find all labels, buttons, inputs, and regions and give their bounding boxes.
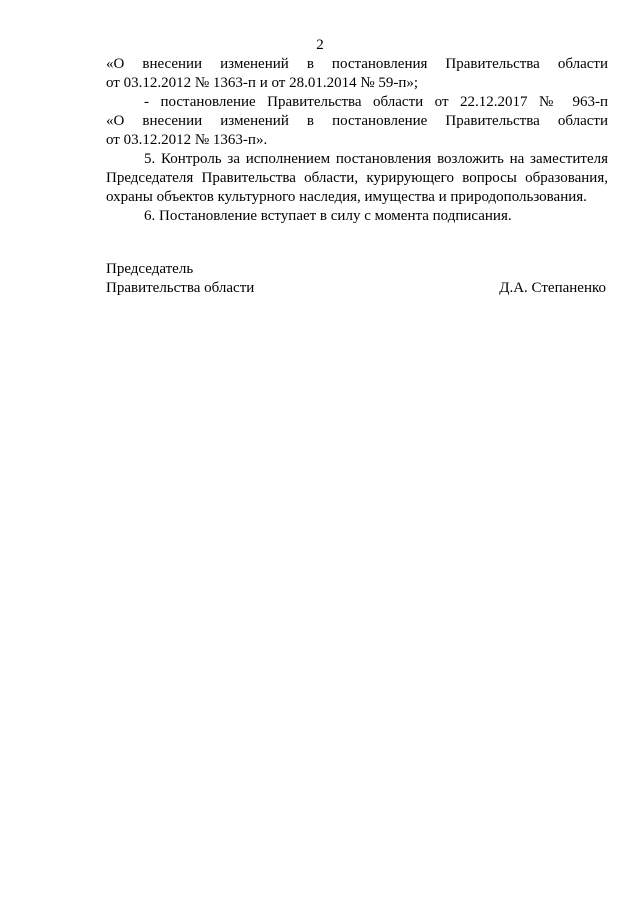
text-line-4: «О внесении изменений в постановление Правительства области bbox=[106, 113, 608, 129]
paragraph-5-line-3: охраны объектов культурного наследия, имущества и природопользования. bbox=[106, 189, 587, 205]
signatory-title-line-1: Председатель bbox=[106, 261, 194, 277]
paragraph-5-line-1: 5. Контроль за исполнением постановления возложить на заместителя bbox=[144, 151, 608, 167]
text-line-5: от 03.12.2012 № 1363-п». bbox=[106, 132, 268, 148]
page-number: 2 bbox=[316, 37, 324, 53]
document-body bbox=[106, 55, 608, 226]
signature-block bbox=[106, 260, 606, 298]
text-line-3: - постановление Правительства области от 22.12.2017 № 963-п bbox=[144, 94, 608, 110]
paragraph-6: 6. Постановление вступает в силу с момента подписания. bbox=[144, 208, 512, 224]
signatory-title-line-2: Правительства области bbox=[106, 280, 255, 296]
signature-row bbox=[106, 279, 606, 298]
text-line-2: от 03.12.2012 № 1363-п и от 28.01.2014 № 59-п»; bbox=[106, 75, 419, 91]
text-line-1: «О внесении изменений в постановления Правительства области bbox=[106, 56, 608, 72]
signatory-name: Д.А. Степаненко bbox=[499, 280, 606, 296]
paragraph-5-line-2: Председателя Правительства области, курирующего вопросы образования, bbox=[106, 170, 608, 186]
